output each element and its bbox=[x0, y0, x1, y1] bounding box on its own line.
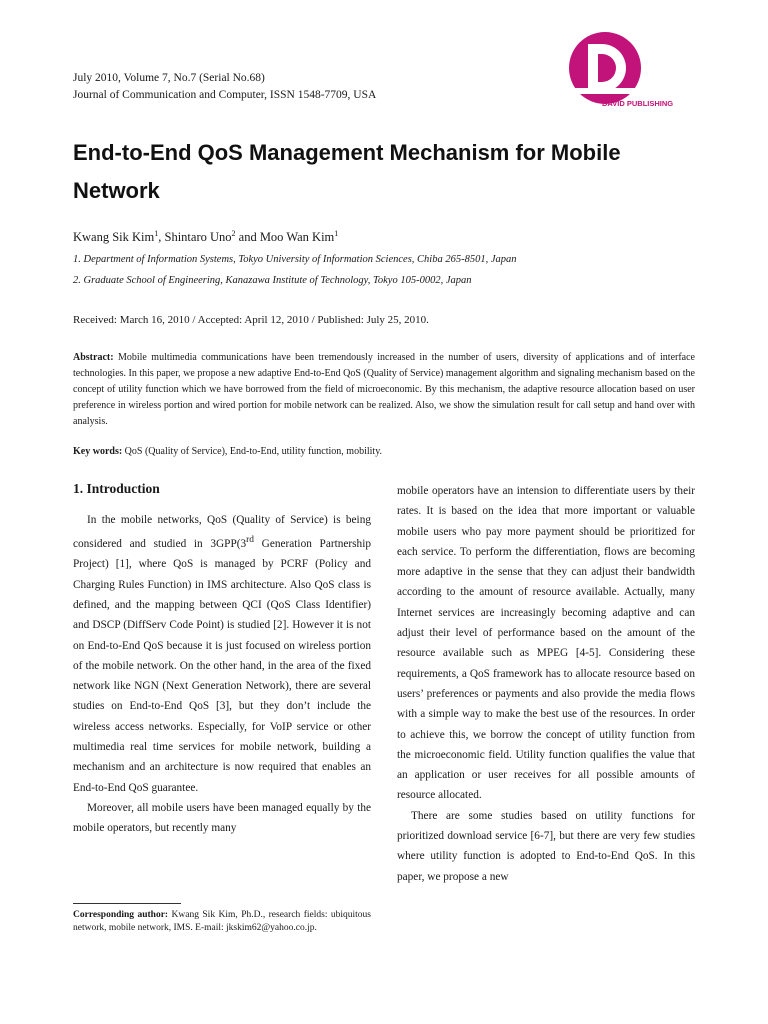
intro-p1-sup: rd bbox=[246, 535, 254, 546]
logo-text: DAVID PUBLISHING bbox=[602, 99, 674, 108]
journal-name-line: Journal of Communication and Computer, ISSN 1548-7709, USA bbox=[73, 89, 377, 101]
author-1-sup: 1 bbox=[154, 229, 159, 238]
paper-title: End-to-End QoS Management Mechanism for Mobile Network bbox=[73, 140, 621, 203]
footnote-text: Kwang Sik Kim, Ph.D., research fields: ubiquitous network, mobile network, IMS. E-mail: jkskim62@yahoo.co.jp. bbox=[73, 910, 371, 933]
author-3: and Moo Wan Kim bbox=[235, 230, 335, 245]
footnote-label: Corresponding author: bbox=[73, 910, 169, 920]
intro-paragraph-1 bbox=[73, 510, 371, 798]
keywords-text: QoS (Quality of Service), End-to-End, utility function, mobility. bbox=[122, 446, 383, 457]
right-paragraph-2: There are some studies based on utility functions for prioritized download service [6-7], but there are very few studies where utility function is adopted to End-to-End QoS. In this paper, we propose a new bbox=[397, 809, 695, 883]
keywords bbox=[73, 446, 382, 457]
journal-info bbox=[73, 70, 376, 104]
author-1: Kwang Sik Kim bbox=[73, 230, 155, 245]
section-heading-introduction: 1. Introduction bbox=[73, 481, 160, 496]
abstract-label: Abstract: bbox=[73, 352, 114, 363]
affiliation-1: 1. Department of Information Systems, Tokyo University of Information Sciences, Chiba 265-8501, Japan bbox=[73, 254, 517, 265]
footnote-divider bbox=[73, 903, 181, 904]
right-column bbox=[397, 481, 695, 887]
received-dates: Received: March 16, 2010 / Accepted: April 12, 2010 / Published: July 25, 2010. bbox=[73, 314, 429, 326]
intro-paragraph-2: Moreover, all mobile users have been managed equally by the mobile operators, but recently many bbox=[73, 801, 371, 835]
david-publishing-logo bbox=[560, 30, 700, 120]
keywords-label: Key words: bbox=[73, 446, 123, 457]
abstract bbox=[73, 350, 695, 430]
right-paragraph-1: mobile operators have an intension to differentiate users by their rates. It is based on the idea that more important or valuable mobile users who pay more payment should be prioritized for each service. To perform the differentiation, flows are becoming more adaptive in the sense that they can adjust their bandwidth according to the amount of resource available. Actually, many Internet services are increasingly becoming adaptive and can adjust their level of performance based on the amount of the resource available such as MPEG [4-5]. Considering these requirements, a QoS framework has to allocate resource based on users’ preferences or payments and also provide the media flows with a simple way to make the best use of the resources. In order to achieve this, we borrow the concept of utility function from the microeconomic field. Utility function qualifies the value that an application or user receives for all possible amounts of resource allocated. bbox=[397, 485, 695, 802]
left-column bbox=[73, 510, 371, 839]
author-2: , Shintaro Uno bbox=[158, 230, 232, 245]
author-2-sup: 2 bbox=[231, 229, 236, 238]
intro-p1-start: In the mobile networks, QoS (Quality of Service) is being considered and studied in 3GPP(3 bbox=[73, 514, 371, 551]
journal-issue-line: July 2010, Volume 7, No.7 (Serial No.68) bbox=[73, 72, 265, 84]
corresponding-author-footnote bbox=[73, 909, 371, 935]
author-list bbox=[73, 229, 338, 245]
affiliation-2: 2. Graduate School of Engineering, Kanazawa Institute of Technology, Tokyo 105-0002, Japan bbox=[73, 275, 472, 286]
author-3-sup: 1 bbox=[334, 229, 339, 238]
abstract-text: Mobile multimedia communications have been tremendously increased in the number of users, diversity of applications and of interface technologies. In this paper, we propose a new adaptive End-to-End QoS (Quality of Service) management algorithm and signaling mechanism based on the concept of utility function which we have borrowed from the field of microeconomic. By this mechanism, the adaptive resource allocation based on user preference in wireless portion and wired portion for mobile network can be realized. Also, we show the simulation result for call setup and hand over with analysis. bbox=[73, 352, 695, 427]
intro-p1-end: Generation Partnership Project) [1], where QoS is managed by PCRF (Policy and Charging Rules Function) in IMS architecture. Also QoS class is defined, and the mapping between QCI (QoS Class Identifier) and DSCP (DiffServ Code Point) is studied [2]. However it is not on End-to-End QoS because it is just focused on wireless portion of the mobile network. On the other hand, in the area of the fixed network like NGN (Next Generation Network), there are several studies on End-to-End QoS [3], but they don’t include the wireless access networks. Especially, for VoIP service or other multimedia real time services for mobile network, building a mechanism and an architecture is now required that enables an End-to-End QoS guarantee. bbox=[73, 538, 371, 794]
